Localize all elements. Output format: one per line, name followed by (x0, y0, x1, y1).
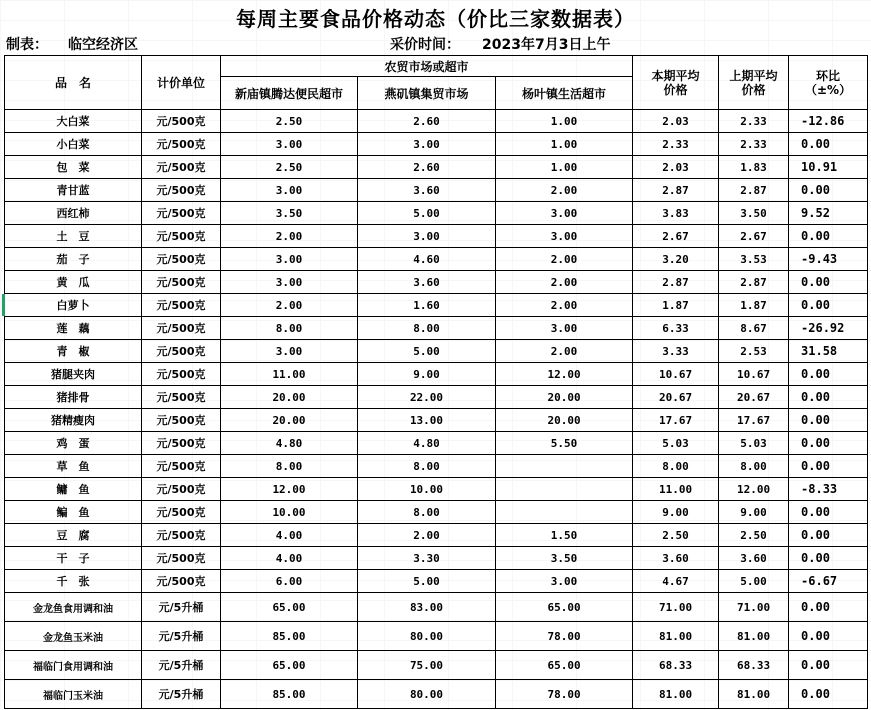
cell-previous-average[interactable]: 81.00 (719, 680, 789, 709)
cell-previous-average[interactable]: 1.83 (719, 156, 789, 179)
header-unit[interactable]: 计价单位 (142, 56, 221, 110)
cell-market-2[interactable]: 3.30 (358, 547, 496, 570)
cell-change[interactable]: 0.00 (789, 455, 868, 478)
header-change[interactable]: 环比 （±%） (789, 56, 868, 110)
cell-market-1[interactable]: 2.50 (221, 110, 358, 133)
table-row (5, 133, 868, 156)
cell-previous-average[interactable]: 2.87 (719, 271, 789, 294)
header-market-group[interactable]: 农贸市场或超市 (221, 56, 633, 77)
cell-previous-average[interactable]: 2.33 (719, 110, 789, 133)
cell-market-1[interactable]: 2.00 (221, 294, 358, 317)
cell-name[interactable]: 草 鱼 (5, 455, 142, 478)
cell-market-3[interactable]: 65.00 (496, 593, 633, 622)
cell-unit[interactable]: 元/5升桶 (142, 680, 221, 709)
cell-change[interactable]: 0.00 (789, 133, 868, 156)
cell-name[interactable]: 茄 子 (5, 248, 142, 271)
cell-change[interactable]: -6.67 (789, 570, 868, 593)
cell-previous-average[interactable]: 5.00 (719, 570, 789, 593)
cell-current-average[interactable]: 71.00 (633, 593, 719, 622)
cell-market-3[interactable]: 3.00 (496, 317, 633, 340)
cell-market-3[interactable]: 2.00 (496, 294, 633, 317)
cell-market-3[interactable] (496, 501, 633, 524)
cell-market-1[interactable]: 3.00 (221, 179, 358, 202)
cell-change[interactable]: 0.00 (789, 622, 868, 651)
cell-market-3[interactable]: 65.00 (496, 651, 633, 680)
cell-market-2[interactable]: 75.00 (358, 651, 496, 680)
cell-change[interactable]: 31.58 (789, 340, 868, 363)
cell-unit[interactable]: 元/500克 (142, 248, 221, 271)
cell-market-1[interactable]: 2.50 (221, 156, 358, 179)
cell-unit[interactable]: 元/500克 (142, 524, 221, 547)
cell-unit[interactable]: 元/500克 (142, 340, 221, 363)
cell-change[interactable]: 0.00 (789, 294, 868, 317)
cell-current-average[interactable]: 68.33 (633, 651, 719, 680)
cell-market-2[interactable]: 10.00 (358, 478, 496, 501)
table-row (5, 179, 868, 202)
cell-current-average[interactable]: 2.50 (633, 524, 719, 547)
table-row (5, 570, 868, 593)
cell-market-2[interactable]: 13.00 (358, 409, 496, 432)
cell-unit[interactable]: 元/500克 (142, 225, 221, 248)
cell-current-average[interactable]: 2.03 (633, 110, 719, 133)
cell-market-3[interactable] (496, 455, 633, 478)
cell-unit[interactable]: 元/500克 (142, 363, 221, 386)
cell-change[interactable]: 0.00 (789, 593, 868, 622)
time-value: 2023年7月3日上午 (482, 37, 611, 53)
header-market-1[interactable]: 新庙镇腾达便民超市 (221, 77, 358, 110)
cell-market-1[interactable]: 3.00 (221, 271, 358, 294)
cell-name[interactable]: 青 椒 (5, 340, 142, 363)
cell-market-2[interactable]: 8.00 (358, 317, 496, 340)
table-row (5, 386, 868, 409)
cell-market-2[interactable]: 3.00 (358, 225, 496, 248)
cell-market-2[interactable]: 4.60 (358, 248, 496, 271)
header-name[interactable]: 品 名 (5, 56, 142, 110)
cell-market-1[interactable]: 3.00 (221, 340, 358, 363)
cell-market-3[interactable]: 2.00 (496, 179, 633, 202)
cell-name[interactable]: 土 豆 (5, 225, 142, 248)
cell-unit[interactable]: 元/500克 (142, 156, 221, 179)
cell-market-1[interactable]: 3.00 (221, 248, 358, 271)
cell-previous-average[interactable]: 2.33 (719, 133, 789, 156)
table-row (5, 202, 868, 225)
header-market-3[interactable]: 杨叶镇生活超市 (496, 77, 633, 110)
cell-unit[interactable]: 元/5升桶 (142, 622, 221, 651)
cell-market-1[interactable]: 20.00 (221, 386, 358, 409)
cell-market-1[interactable]: 10.00 (221, 501, 358, 524)
cell-change[interactable]: -12.86 (789, 110, 868, 133)
cell-market-1[interactable]: 8.00 (221, 455, 358, 478)
table-row (5, 294, 868, 317)
cell-previous-average[interactable]: 12.00 (719, 478, 789, 501)
cell-current-average[interactable]: 4.67 (633, 570, 719, 593)
table-row (5, 317, 868, 340)
cell-market-1[interactable]: 11.00 (221, 363, 358, 386)
cell-current-average[interactable]: 10.67 (633, 363, 719, 386)
cell-current-average[interactable]: 1.87 (633, 294, 719, 317)
cell-previous-average[interactable]: 8.67 (719, 317, 789, 340)
cell-current-average[interactable]: 2.67 (633, 225, 719, 248)
cell-current-average[interactable]: 11.00 (633, 478, 719, 501)
cell-market-2[interactable]: 8.00 (358, 501, 496, 524)
cell-previous-average[interactable]: 2.50 (719, 524, 789, 547)
table-row (5, 271, 868, 294)
page-title: 每周主要食品价格动态（价比三家数据表） (236, 7, 635, 31)
cell-unit[interactable]: 元/500克 (142, 133, 221, 156)
cell-change[interactable]: -8.33 (789, 478, 868, 501)
cell-name[interactable]: 金龙鱼食用调和油 (5, 593, 142, 622)
cell-market-1[interactable]: 12.00 (221, 478, 358, 501)
cell-market-2[interactable]: 80.00 (358, 622, 496, 651)
cell-unit[interactable]: 元/500克 (142, 455, 221, 478)
cell-change[interactable]: 0.00 (789, 271, 868, 294)
cell-unit[interactable]: 元/500克 (142, 202, 221, 225)
cell-market-1[interactable]: 65.00 (221, 593, 358, 622)
cell-current-average[interactable]: 5.03 (633, 432, 719, 455)
cell-change[interactable]: 0.00 (789, 386, 868, 409)
cell-unit[interactable]: 元/5升桶 (142, 593, 221, 622)
cell-change[interactable]: 0.00 (789, 547, 868, 570)
cell-unit[interactable]: 元/500克 (142, 110, 221, 133)
cell-market-2[interactable]: 22.00 (358, 386, 496, 409)
cell-change[interactable]: 10.91 (789, 156, 868, 179)
cell-name[interactable]: 鳊 鱼 (5, 501, 142, 524)
cell-current-average[interactable]: 2.87 (633, 179, 719, 202)
cell-previous-average[interactable]: 68.33 (719, 651, 789, 680)
cell-previous-average[interactable]: 9.00 (719, 501, 789, 524)
cell-previous-average[interactable]: 17.67 (719, 409, 789, 432)
table-row (5, 455, 868, 478)
cell-market-2[interactable]: 3.60 (358, 271, 496, 294)
cell-market-3[interactable]: 3.50 (496, 547, 633, 570)
cell-market-3[interactable]: 78.00 (496, 622, 633, 651)
cell-market-2[interactable]: 2.60 (358, 156, 496, 179)
cell-previous-average[interactable]: 20.67 (719, 386, 789, 409)
cell-market-2[interactable]: 4.80 (358, 432, 496, 455)
cell-current-average[interactable]: 3.33 (633, 340, 719, 363)
cell-current-average[interactable]: 9.00 (633, 501, 719, 524)
cell-market-1[interactable]: 6.00 (221, 570, 358, 593)
cell-change[interactable]: -9.43 (789, 248, 868, 271)
cell-unit[interactable]: 元/500克 (142, 271, 221, 294)
cell-previous-average[interactable]: 2.67 (719, 225, 789, 248)
cell-unit[interactable]: 元/500克 (142, 294, 221, 317)
cell-market-3[interactable]: 3.00 (496, 225, 633, 248)
cell-previous-average[interactable]: 71.00 (719, 593, 789, 622)
table-row (5, 478, 868, 501)
cell-market-3[interactable]: 20.00 (496, 409, 633, 432)
cell-unit[interactable]: 元/500克 (142, 317, 221, 340)
cell-change[interactable]: 0.00 (789, 651, 868, 680)
cell-current-average[interactable]: 8.00 (633, 455, 719, 478)
cell-previous-average[interactable]: 3.60 (719, 547, 789, 570)
cell-previous-average[interactable]: 8.00 (719, 455, 789, 478)
cell-current-average[interactable]: 3.60 (633, 547, 719, 570)
cell-name[interactable]: 千 张 (5, 570, 142, 593)
cell-unit[interactable]: 元/500克 (142, 501, 221, 524)
header-current-average[interactable]: 本期平均 价格 (633, 56, 719, 110)
cell-market-2[interactable]: 9.00 (358, 363, 496, 386)
cell-market-3[interactable]: 5.50 (496, 432, 633, 455)
table-row (5, 501, 868, 524)
cell-name[interactable]: 福临门食用调和油 (5, 651, 142, 680)
cell-current-average[interactable]: 81.00 (633, 622, 719, 651)
cell-current-average[interactable]: 2.03 (633, 156, 719, 179)
table-row (5, 524, 868, 547)
table-row (5, 248, 868, 271)
cell-name[interactable]: 鳙 鱼 (5, 478, 142, 501)
cell-current-average[interactable]: 2.87 (633, 271, 719, 294)
cell-unit[interactable]: 元/5升桶 (142, 651, 221, 680)
cell-change[interactable]: -26.92 (789, 317, 868, 340)
cell-name[interactable]: 猪腿夹肉 (5, 363, 142, 386)
cell-previous-average[interactable]: 2.53 (719, 340, 789, 363)
cell-market-3[interactable]: 2.00 (496, 248, 633, 271)
cell-market-2[interactable]: 83.00 (358, 593, 496, 622)
cell-name[interactable]: 猪排骨 (5, 386, 142, 409)
cell-market-3[interactable]: 3.00 (496, 202, 633, 225)
cell-name[interactable]: 豆 腐 (5, 524, 142, 547)
cell-name[interactable]: 包 菜 (5, 156, 142, 179)
header-market-2[interactable]: 燕矶镇集贸市场 (358, 77, 496, 110)
cell-market-2[interactable]: 80.00 (358, 680, 496, 709)
cell-name[interactable]: 福临门玉米油 (5, 680, 142, 709)
cell-market-2[interactable]: 3.60 (358, 179, 496, 202)
cell-market-2[interactable]: 5.00 (358, 570, 496, 593)
cell-unit[interactable]: 元/500克 (142, 478, 221, 501)
cell-current-average[interactable]: 81.00 (633, 680, 719, 709)
cell-market-1[interactable]: 2.00 (221, 225, 358, 248)
table-row (5, 651, 868, 680)
table-row (5, 225, 868, 248)
cell-name[interactable]: 小白菜 (5, 133, 142, 156)
cell-market-3[interactable]: 12.00 (496, 363, 633, 386)
table-row (5, 622, 868, 651)
cell-previous-average[interactable]: 10.67 (719, 363, 789, 386)
cell-change[interactable]: 0.00 (789, 363, 868, 386)
cell-name[interactable]: 大白菜 (5, 110, 142, 133)
cell-unit[interactable]: 元/500克 (142, 547, 221, 570)
cell-name[interactable]: 黄 瓜 (5, 271, 142, 294)
table-row (5, 680, 868, 709)
cell-market-3[interactable] (496, 478, 633, 501)
cell-market-1[interactable]: 4.00 (221, 547, 358, 570)
cell-name[interactable]: 白萝卜 (5, 294, 142, 317)
maker-value: 临空经济区 (68, 37, 138, 53)
cell-change[interactable]: 0.00 (789, 225, 868, 248)
cell-market-1[interactable]: 85.00 (221, 680, 358, 709)
cell-market-3[interactable]: 78.00 (496, 680, 633, 709)
cell-market-3[interactable]: 1.00 (496, 110, 633, 133)
cell-market-3[interactable]: 1.50 (496, 524, 633, 547)
cell-previous-average[interactable]: 81.00 (719, 622, 789, 651)
cell-change[interactable]: 0.00 (789, 680, 868, 709)
cell-change[interactable]: 0.00 (789, 501, 868, 524)
cell-name[interactable]: 金龙鱼玉米油 (5, 622, 142, 651)
cell-selection-marker (2, 294, 5, 316)
cell-market-3[interactable]: 1.00 (496, 133, 633, 156)
time-label: 采价时间： (390, 37, 460, 53)
cell-market-1[interactable]: 4.00 (221, 524, 358, 547)
cell-market-1[interactable]: 3.00 (221, 133, 358, 156)
cell-change[interactable]: 9.52 (789, 202, 868, 225)
cell-unit[interactable]: 元/500克 (142, 432, 221, 455)
cell-name[interactable]: 干 子 (5, 547, 142, 570)
cell-market-2[interactable]: 5.00 (358, 202, 496, 225)
cell-change[interactable]: 0.00 (789, 179, 868, 202)
cell-market-3[interactable]: 20.00 (496, 386, 633, 409)
cell-unit[interactable]: 元/500克 (142, 179, 221, 202)
cell-unit[interactable]: 元/500克 (142, 386, 221, 409)
maker-label: 制表： (6, 37, 48, 53)
cell-current-average[interactable]: 20.67 (633, 386, 719, 409)
cell-market-3[interactable]: 2.00 (496, 340, 633, 363)
cell-market-3[interactable]: 3.00 (496, 570, 633, 593)
cell-previous-average[interactable]: 3.50 (719, 202, 789, 225)
cell-previous-average[interactable]: 3.53 (719, 248, 789, 271)
cell-current-average[interactable]: 6.33 (633, 317, 719, 340)
cell-market-2[interactable]: 8.00 (358, 455, 496, 478)
cell-market-1[interactable]: 85.00 (221, 622, 358, 651)
cell-previous-average[interactable]: 5.03 (719, 432, 789, 455)
cell-market-1[interactable]: 20.00 (221, 409, 358, 432)
cell-change[interactable]: 0.00 (789, 409, 868, 432)
table-row (5, 363, 868, 386)
price-table (4, 55, 868, 709)
table-row (5, 547, 868, 570)
cell-name[interactable]: 猪精瘦肉 (5, 409, 142, 432)
table-row (5, 156, 868, 179)
cell-current-average[interactable]: 3.20 (633, 248, 719, 271)
cell-market-2[interactable]: 2.60 (358, 110, 496, 133)
cell-current-average[interactable]: 17.67 (633, 409, 719, 432)
cell-name[interactable]: 莲 藕 (5, 317, 142, 340)
cell-change[interactable]: 0.00 (789, 432, 868, 455)
cell-name[interactable]: 青甘蓝 (5, 179, 142, 202)
header-previous-average[interactable]: 上期平均 价格 (719, 56, 789, 110)
table-row (5, 110, 868, 133)
cell-market-2[interactable]: 1.60 (358, 294, 496, 317)
table-row (5, 409, 868, 432)
cell-unit[interactable]: 元/500克 (142, 570, 221, 593)
cell-previous-average[interactable]: 2.87 (719, 179, 789, 202)
cell-market-1[interactable]: 65.00 (221, 651, 358, 680)
cell-current-average[interactable]: 2.33 (633, 133, 719, 156)
cell-name[interactable]: 鸡 蛋 (5, 432, 142, 455)
cell-market-2[interactable]: 5.00 (358, 340, 496, 363)
table-row (5, 432, 868, 455)
cell-market-2[interactable]: 3.00 (358, 133, 496, 156)
table-row (5, 593, 868, 622)
cell-market-1[interactable]: 8.00 (221, 317, 358, 340)
cell-previous-average[interactable]: 1.87 (719, 294, 789, 317)
cell-market-3[interactable]: 1.00 (496, 156, 633, 179)
cell-name[interactable]: 西红柿 (5, 202, 142, 225)
cell-market-3[interactable]: 2.00 (496, 271, 633, 294)
cell-unit[interactable]: 元/500克 (142, 409, 221, 432)
cell-current-average[interactable]: 3.83 (633, 202, 719, 225)
cell-market-2[interactable]: 2.00 (358, 524, 496, 547)
cell-change[interactable]: 0.00 (789, 524, 868, 547)
table-row (5, 340, 868, 363)
cell-market-1[interactable]: 4.80 (221, 432, 358, 455)
cell-market-1[interactable]: 3.50 (221, 202, 358, 225)
